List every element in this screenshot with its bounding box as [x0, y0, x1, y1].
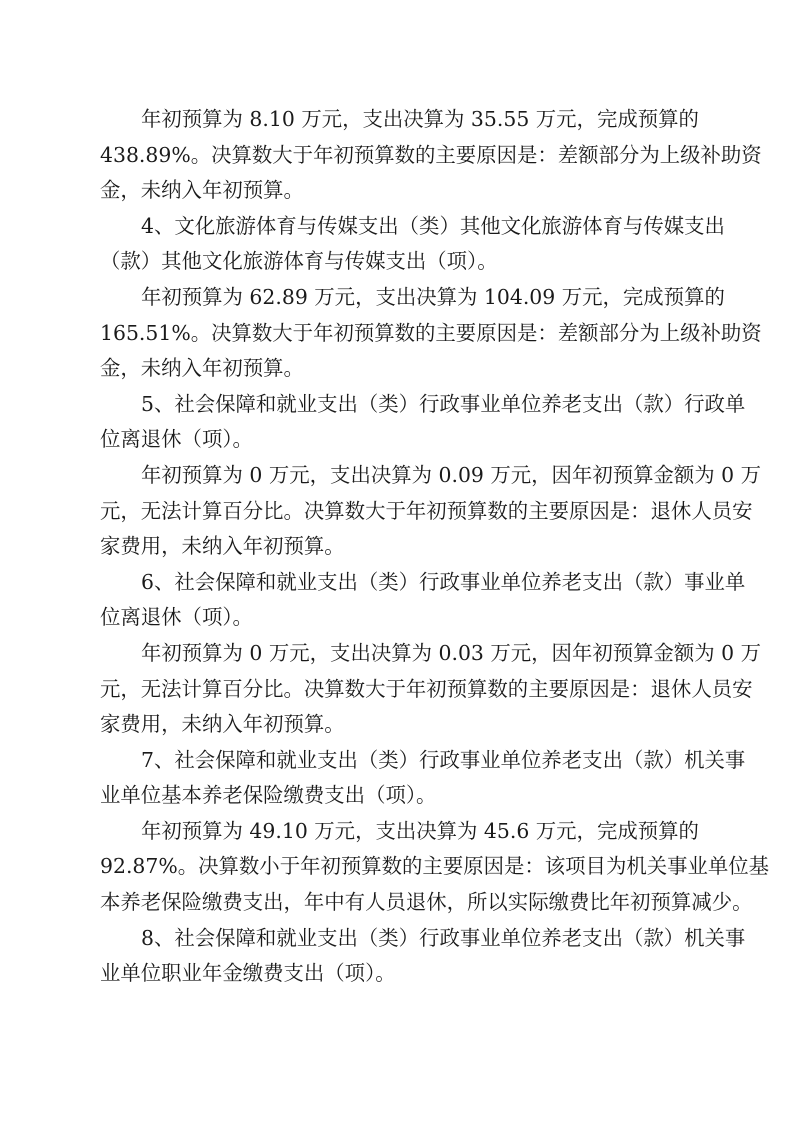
- text-line: 家费用，未纳入年初预算。: [100, 534, 345, 559]
- text-line: 438.89%。决算数大于年初预算数的主要原因是：差额部分为上级补助资: [100, 142, 762, 167]
- text-line: （款）其他文化旅游体育与传媒支出（项）。: [100, 249, 498, 274]
- text-line: 元，无法计算百分比。决算数大于年初预算数的主要原因是：退休人员安: [100, 498, 753, 523]
- text-line: 年初预算为 8.10 万元，支出决算为 35.55 万元，完成预算的: [141, 107, 699, 131]
- text-line: 年初预算为 49.10 万元，支出决算为 45.6 万元，完成预算的: [141, 818, 699, 843]
- paragraph: [100, 209, 725, 280]
- paragraph: [100, 743, 746, 814]
- text-line: 8、社会保障和就业支出（类）行政事业单位养老支出（款）机关事: [141, 925, 746, 950]
- text-line: 业单位职业年金缴费支出（项）。: [100, 961, 396, 986]
- text-line: 本养老保险缴费支出，年中有人员退休，所以实际缴费比年初预算减少。: [100, 890, 753, 915]
- text-line: 家费用，未纳入年初预算。: [100, 712, 345, 737]
- paragraph: [100, 102, 762, 209]
- text-line: 4、文化旅游体育与传媒支出（类）其他文化旅游体育与传媒支出: [141, 213, 725, 238]
- paragraph: [100, 387, 746, 458]
- paragraph: [100, 458, 761, 565]
- text-line: 年初预算为 0 万元，支出决算为 0.03 万元，因年初预算金额为 0 万: [141, 640, 761, 665]
- text-line: 7、社会保障和就业支出（类）行政事业单位养老支出（款）机关事: [141, 747, 746, 772]
- document-body: [100, 102, 770, 992]
- text-line: 位离退休（项）。: [100, 427, 253, 452]
- text-line: 165.51%。决算数大于年初预算数的主要原因是：差额部分为上级补助资: [100, 320, 762, 345]
- paragraph: [100, 636, 761, 743]
- paragraph: [100, 565, 746, 636]
- text-line: 业单位基本养老保险缴费支出（项）。: [100, 783, 437, 808]
- text-line: 年初预算为 62.89 万元，支出决算为 104.09 万元，完成预算的: [141, 284, 725, 309]
- paragraph: [100, 280, 762, 387]
- text-line: 年初预算为 0 万元，支出决算为 0.09 万元，因年初预算金额为 0 万: [141, 462, 761, 487]
- paragraph: [100, 921, 746, 992]
- text-line: 金，未纳入年初预算。: [100, 178, 304, 203]
- text-line: 元，无法计算百分比。决算数大于年初预算数的主要原因是：退休人员安: [100, 676, 753, 701]
- text-line: 5、社会保障和就业支出（类）行政事业单位养老支出（款）行政单: [141, 391, 746, 416]
- text-line: 金，未纳入年初预算。: [100, 356, 304, 381]
- text-line: 6、社会保障和就业支出（类）行政事业单位养老支出（款）事业单: [141, 569, 746, 594]
- text-line: 92.87%。决算数小于年初预算数的主要原因是：该项目为机关事业单位基: [100, 854, 770, 879]
- text-line: 位离退休（项）。: [100, 605, 253, 630]
- paragraph: [100, 814, 770, 921]
